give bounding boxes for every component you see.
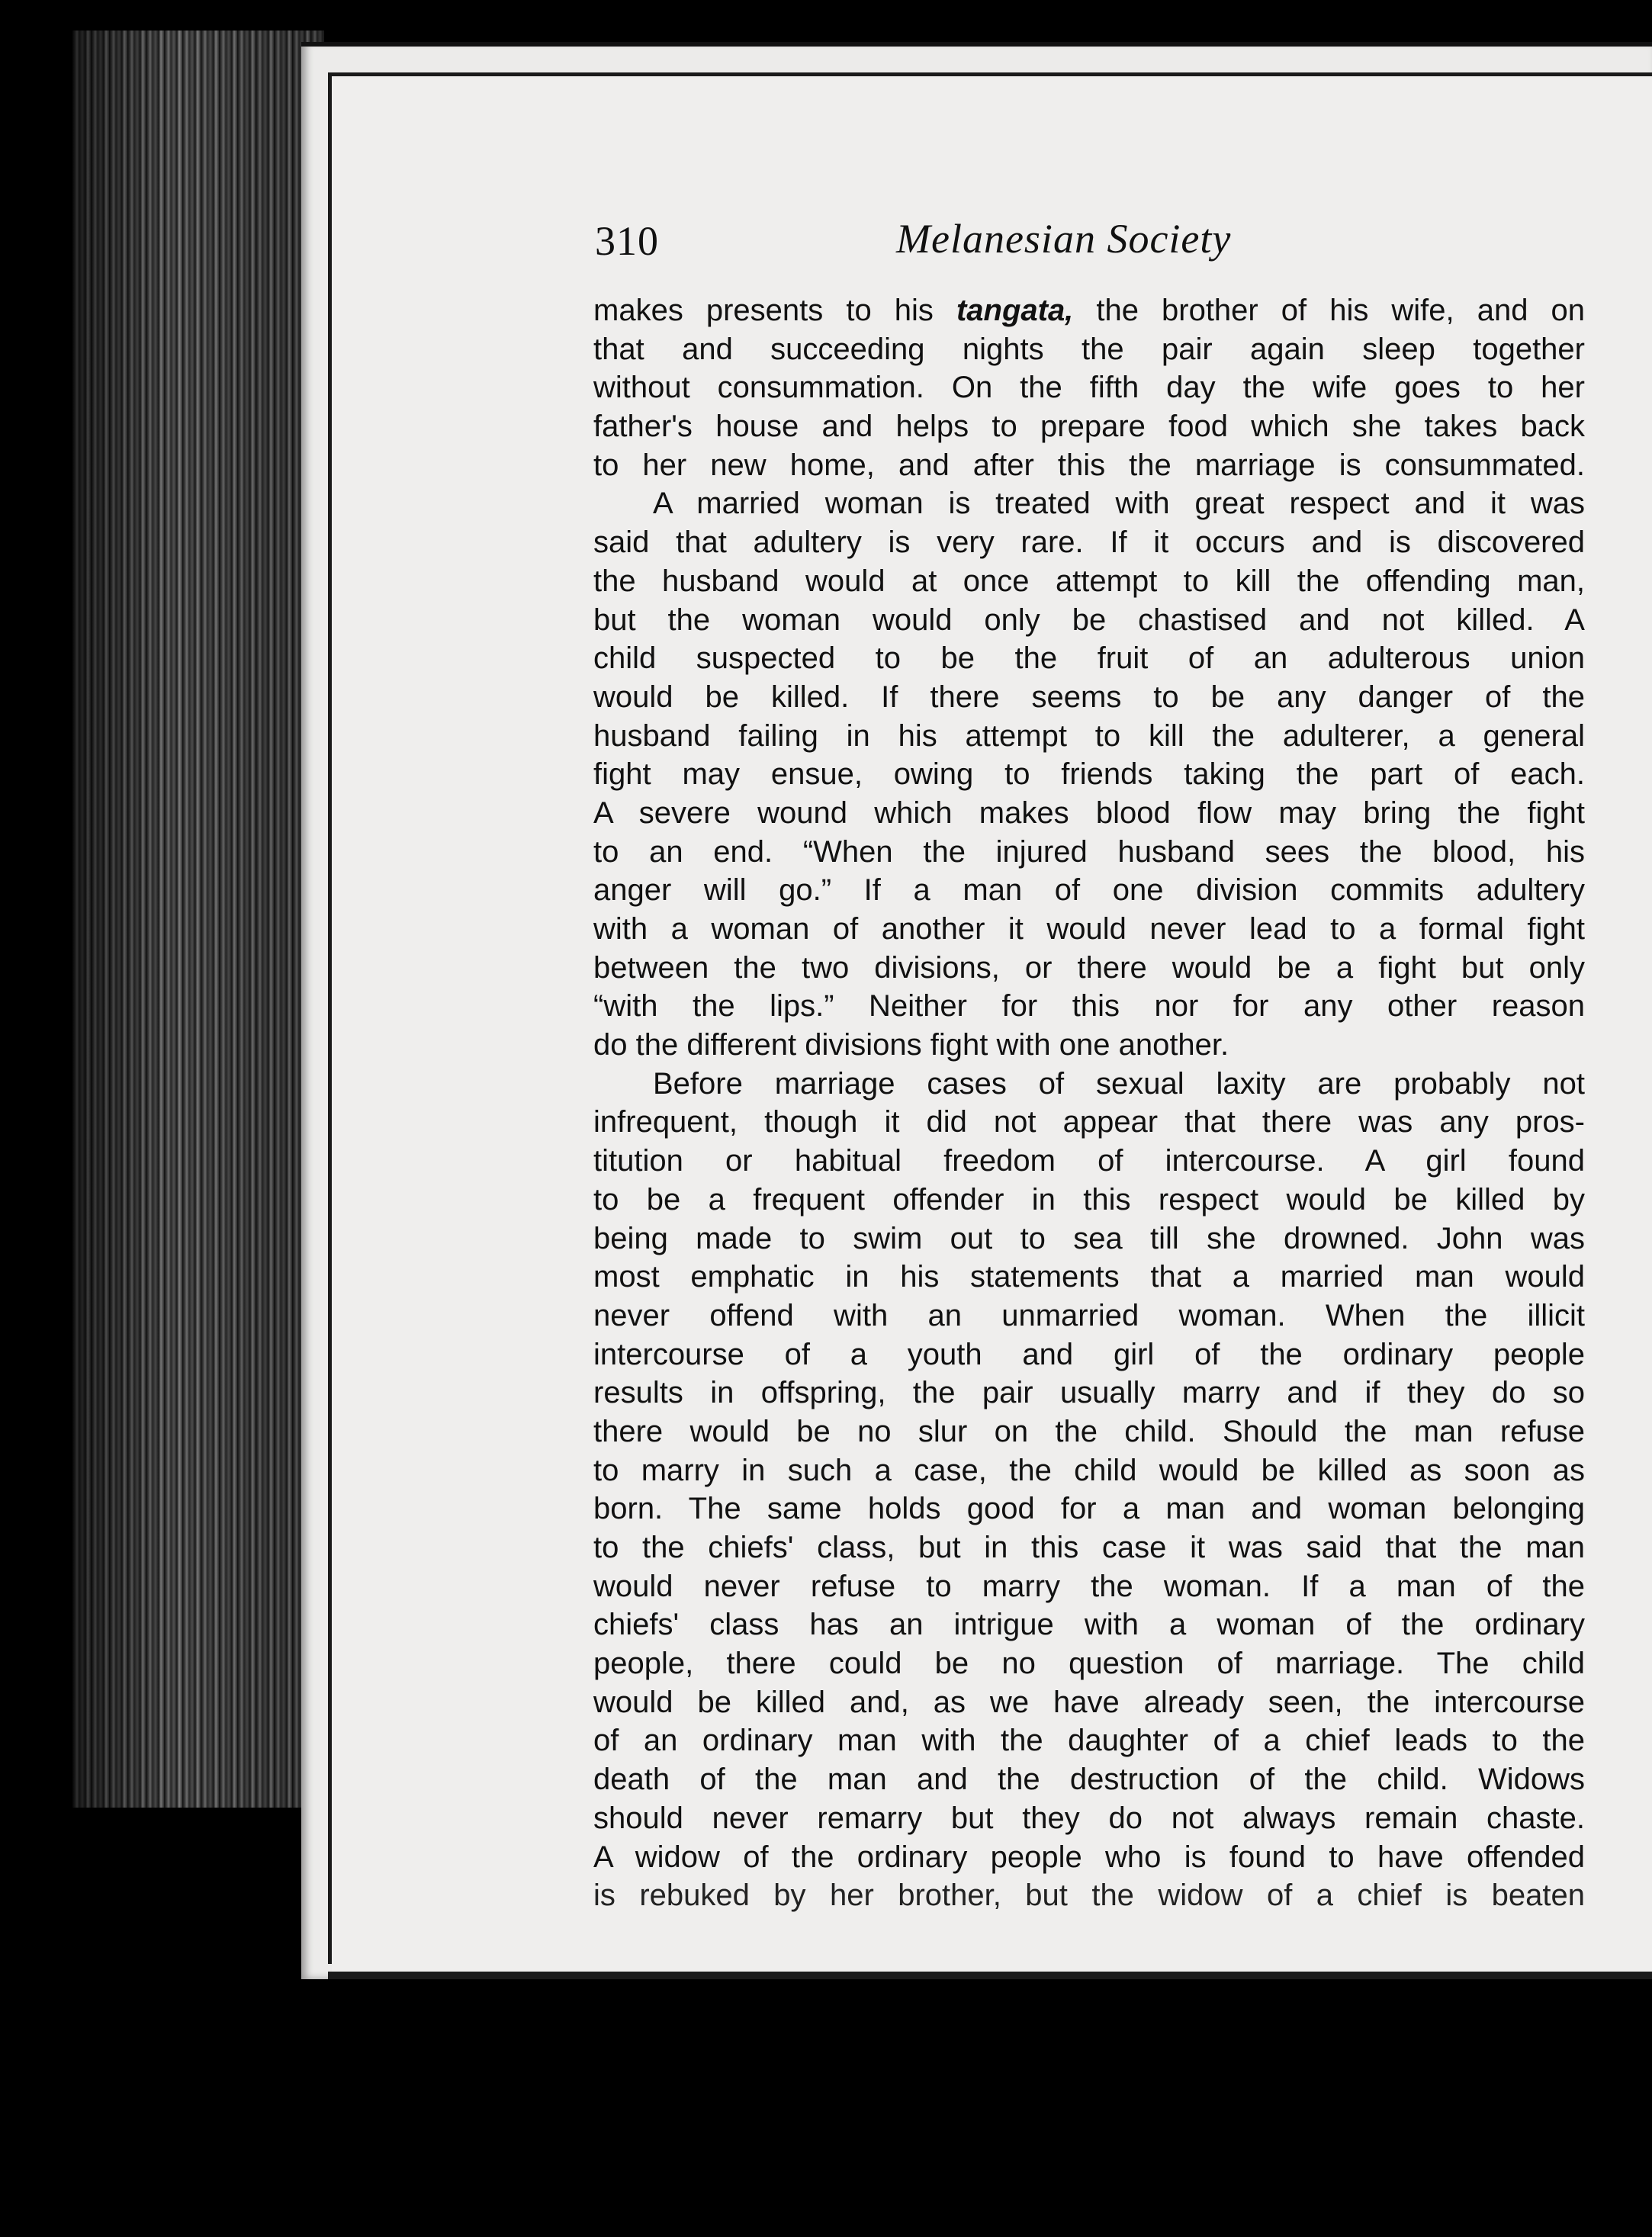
text-line: between the two divisions, or there would be a fight but only <box>593 950 1585 985</box>
text-line: chiefs' class has an intrigue with a woman of the ordinary <box>593 1608 1585 1642</box>
text-line: to marry in such a case, the child would be killed as soon as <box>593 1453 1585 1487</box>
text-line: being made to swim out to sea till she drowned. John was <box>593 1221 1585 1255</box>
book-edge-shadow <box>72 31 324 1808</box>
text-line: A widow of the ordinary people who is found to have offended <box>593 1840 1585 1874</box>
text-line: to the chiefs' class, but in this case it was said that the man <box>593 1531 1585 1564</box>
term-tangata: tangata, <box>956 294 1074 327</box>
text-line: father's house and helps to prepare food which she takes back <box>593 410 1585 444</box>
text-line: the husband would at once attempt to kill the offending man, <box>593 564 1585 598</box>
text-line: there would be no slur on the child. Should the man refuse <box>593 1414 1585 1448</box>
text-line: fight may ensue, owing to friends taking the part of each. <box>593 757 1585 792</box>
text-line: A married woman is treated with great respect and it was <box>653 487 1585 521</box>
text-line: people, there could be no question of marriage. The child <box>593 1647 1585 1681</box>
text-line: without consummation. On the fifth day the wife goes to her <box>593 371 1585 405</box>
page-rule-top <box>328 72 1652 76</box>
text-line: born. The same holds good for a man and woman belonging <box>593 1492 1585 1526</box>
text-line: makes presents to his tangata, the brother of his wife, and on <box>593 294 1585 327</box>
text-line: to be a frequent offender in this respect would be killed by <box>593 1182 1585 1217</box>
page-rule-left <box>328 72 332 1964</box>
body-text <box>593 291 1585 1915</box>
text-line: A severe wound which makes blood flow may bring the fight <box>593 795 1585 830</box>
text-line: Before marriage cases of sexual laxity are probably not <box>653 1066 1585 1101</box>
page-number: 310 <box>595 218 659 264</box>
text-line: never offend with an unmarried woman. When the illicit <box>593 1298 1585 1332</box>
text-line: most emphatic in his statements that a married man would <box>593 1260 1585 1294</box>
text-line: would be killed. If there seems to be any danger of the <box>593 680 1585 714</box>
text-line: death of the man and the destruction of the child. Widows <box>593 1763 1585 1797</box>
text-line: of an ordinary man with the daughter of a chief leads to the <box>593 1724 1585 1758</box>
text-line: said that adultery is very rare. If it occurs and is discovered <box>593 526 1585 560</box>
running-title: Melanesian Society <box>896 216 1232 262</box>
page-border-top <box>301 42 1652 47</box>
text-line: do the different divisions fight with one another. <box>593 1028 1229 1062</box>
text-line: that and succeeding nights the pair again sleep together <box>593 332 1585 366</box>
text-line: to an end. “When the injured husband sees the blood, his <box>593 834 1585 869</box>
text-line: husband failing in his attempt to kill the adulterer, a general <box>593 718 1585 753</box>
text-line: should never remarry but they do not always remain chaste. <box>593 1801 1585 1835</box>
text-line: with a woman of another it would never lead to a formal fight <box>593 912 1585 946</box>
text-line: would never refuse to marry the woman. If a man of the <box>593 1569 1585 1603</box>
text-line: but the woman would only be chastised and not killed. A <box>593 603 1585 637</box>
text-line: anger will go.” If a man of one division commits adultery <box>593 873 1585 908</box>
text-line: is rebuked by her brother, but the widow of a chief is beaten <box>593 1879 1585 1913</box>
text-line: “with the lips.” Neither for this nor for any other reason <box>593 989 1585 1024</box>
text-line: infrequent, though it did not appear that there was any pros- <box>593 1105 1585 1139</box>
text-line: results in offspring, the pair usually marry and if they do so <box>593 1376 1585 1410</box>
text-line: intercourse of a youth and girl of the ordinary people <box>593 1337 1585 1371</box>
text-line: child suspected to be the fruit of an adulterous union <box>593 641 1585 676</box>
text-line: would be killed and, as we have already seen, the intercourse <box>593 1685 1585 1719</box>
text-line: to her new home, and after this the marriage is consummated. <box>593 448 1585 482</box>
page-rule-bottom <box>328 1972 1652 1979</box>
text-line: titution or habitual freedom of intercourse. A girl found <box>593 1144 1585 1178</box>
